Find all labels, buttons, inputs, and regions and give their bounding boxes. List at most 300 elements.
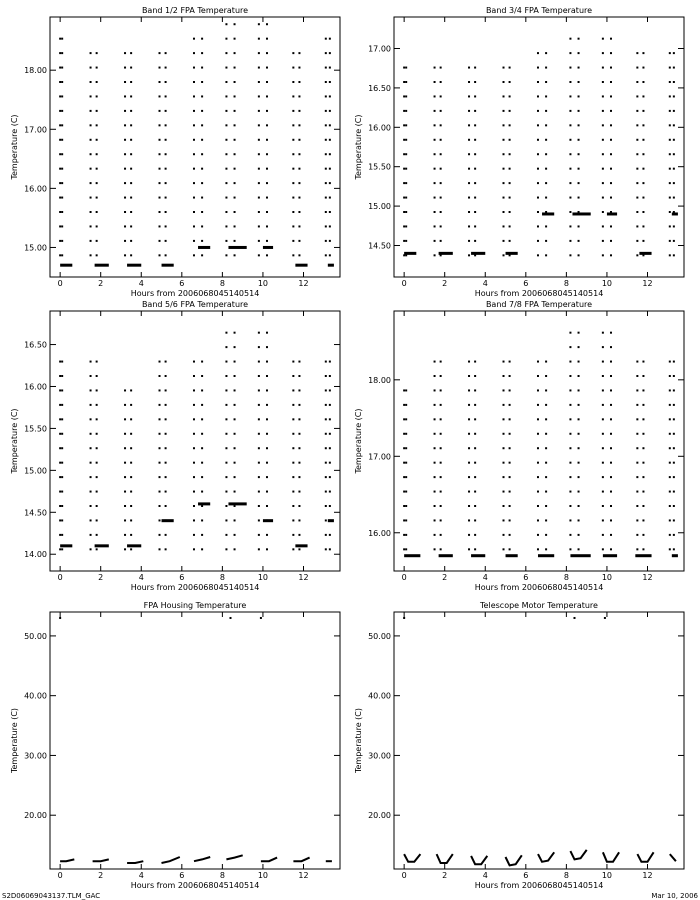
data-point bbox=[165, 476, 167, 478]
data-point bbox=[673, 433, 675, 435]
data-point bbox=[468, 139, 470, 141]
data-point bbox=[673, 81, 675, 83]
data-point bbox=[234, 548, 236, 550]
data-point bbox=[96, 211, 98, 213]
data-point bbox=[59, 52, 61, 54]
data-point bbox=[440, 447, 442, 449]
data-point bbox=[165, 534, 167, 536]
data-point bbox=[61, 38, 63, 40]
data-point bbox=[298, 67, 300, 69]
data-point bbox=[266, 23, 268, 25]
data-point bbox=[329, 168, 331, 170]
data-point bbox=[201, 182, 203, 184]
data-point bbox=[578, 139, 580, 141]
data-point bbox=[258, 389, 260, 391]
data-point bbox=[298, 476, 300, 478]
x-axis-label: Hours from 2006068045140514 bbox=[474, 881, 604, 890]
data-point bbox=[545, 168, 547, 170]
data-point bbox=[225, 254, 227, 256]
data-point bbox=[298, 52, 300, 54]
data-point bbox=[130, 139, 132, 141]
data-point bbox=[440, 389, 442, 391]
data-point bbox=[325, 124, 327, 126]
data-point bbox=[503, 153, 505, 155]
data-point bbox=[225, 95, 227, 97]
data-point bbox=[96, 548, 98, 550]
data-point bbox=[503, 182, 505, 184]
data-point bbox=[578, 346, 580, 348]
data-point bbox=[193, 182, 195, 184]
data-point bbox=[266, 447, 268, 449]
data-point bbox=[292, 418, 294, 420]
data-point bbox=[636, 139, 638, 141]
data-point bbox=[225, 67, 227, 69]
data-point bbox=[669, 375, 671, 377]
data-point bbox=[90, 505, 92, 507]
data-segment bbox=[538, 852, 554, 862]
y-tick-label: 20.00 bbox=[368, 811, 391, 821]
data-point bbox=[61, 110, 63, 112]
data-point bbox=[610, 225, 612, 227]
data-point bbox=[403, 81, 405, 83]
y-tick-label: 16.50 bbox=[24, 340, 47, 350]
data-point bbox=[130, 254, 132, 256]
data-point bbox=[403, 124, 405, 126]
data-run bbox=[263, 519, 273, 522]
data-point bbox=[545, 139, 547, 141]
data-point bbox=[474, 447, 476, 449]
data-point bbox=[193, 124, 195, 126]
data-point bbox=[434, 534, 436, 536]
data-point bbox=[258, 254, 260, 256]
data-point bbox=[578, 332, 580, 334]
data-point bbox=[610, 124, 612, 126]
data-point bbox=[673, 139, 675, 141]
data-point bbox=[503, 375, 505, 377]
x-tick-label: 2 bbox=[442, 871, 448, 880]
data-point bbox=[673, 462, 675, 464]
data-segment bbox=[261, 858, 277, 862]
data-point bbox=[59, 110, 61, 112]
chart-panel bbox=[10, 601, 340, 890]
data-point bbox=[642, 240, 644, 242]
data-point bbox=[610, 182, 612, 184]
data-point bbox=[258, 519, 260, 521]
data-point bbox=[298, 254, 300, 256]
data-point bbox=[159, 418, 161, 420]
data-point bbox=[292, 95, 294, 97]
data-point bbox=[329, 404, 331, 406]
data-point bbox=[610, 462, 612, 464]
data-point bbox=[298, 361, 300, 363]
data-point bbox=[610, 197, 612, 199]
data-point bbox=[636, 52, 638, 54]
data-point bbox=[642, 225, 644, 227]
data-point bbox=[537, 548, 539, 550]
data-point bbox=[569, 476, 571, 478]
data-point bbox=[602, 153, 604, 155]
chart-title: Telescope Motor Temperature bbox=[480, 601, 598, 610]
data-point bbox=[96, 81, 98, 83]
data-point bbox=[298, 534, 300, 536]
data-point bbox=[298, 389, 300, 391]
data-point bbox=[642, 433, 644, 435]
data-point bbox=[403, 433, 405, 435]
y-axis-label: Temperature (C) bbox=[354, 408, 363, 474]
data-point bbox=[59, 254, 61, 256]
data-point bbox=[405, 476, 407, 478]
data-point bbox=[130, 404, 132, 406]
data-point bbox=[90, 240, 92, 242]
data-point bbox=[610, 240, 612, 242]
data-point bbox=[405, 168, 407, 170]
data-segment bbox=[603, 852, 619, 862]
data-point bbox=[434, 254, 436, 256]
data-point bbox=[610, 38, 612, 40]
data-point bbox=[578, 447, 580, 449]
data-point bbox=[468, 476, 470, 478]
data-point bbox=[673, 505, 675, 507]
data-point bbox=[124, 124, 126, 126]
data-point bbox=[298, 548, 300, 550]
data-point bbox=[258, 476, 260, 478]
data-point bbox=[325, 95, 327, 97]
data-point bbox=[201, 462, 203, 464]
data-point bbox=[266, 124, 268, 126]
data-point bbox=[569, 67, 571, 69]
data-point bbox=[292, 462, 294, 464]
data-point bbox=[266, 375, 268, 377]
x-axis-label: Hours from 2006068045140514 bbox=[474, 583, 604, 592]
data-point bbox=[225, 110, 227, 112]
data-point bbox=[159, 240, 161, 242]
y-tick-label: 15.00 bbox=[24, 466, 47, 476]
data-point bbox=[90, 375, 92, 377]
data-point bbox=[610, 389, 612, 391]
data-point bbox=[405, 418, 407, 420]
data-point bbox=[225, 197, 227, 199]
data-point bbox=[329, 476, 331, 478]
data-point bbox=[440, 476, 442, 478]
data-point bbox=[96, 491, 98, 493]
data-point bbox=[440, 404, 442, 406]
data-point bbox=[474, 476, 476, 478]
data-point bbox=[434, 182, 436, 184]
x-tick-label: 8 bbox=[563, 279, 569, 288]
data-point bbox=[329, 254, 331, 256]
data-point bbox=[193, 52, 195, 54]
data-point bbox=[329, 124, 331, 126]
data-point bbox=[258, 462, 260, 464]
data-point bbox=[258, 548, 260, 550]
data-point bbox=[292, 404, 294, 406]
data-point bbox=[434, 110, 436, 112]
data-point bbox=[403, 617, 405, 619]
data-point bbox=[61, 211, 63, 213]
data-point bbox=[234, 52, 236, 54]
data-point bbox=[503, 240, 505, 242]
data-point bbox=[434, 361, 436, 363]
data-point bbox=[329, 548, 331, 550]
data-point bbox=[602, 110, 604, 112]
data-segment bbox=[570, 850, 586, 860]
data-point bbox=[325, 534, 327, 536]
data-point bbox=[405, 491, 407, 493]
data-point bbox=[509, 433, 511, 435]
data-point bbox=[569, 375, 571, 377]
data-point bbox=[537, 139, 539, 141]
data-point bbox=[602, 240, 604, 242]
data-point bbox=[193, 81, 195, 83]
data-segment bbox=[670, 854, 676, 861]
data-segment bbox=[226, 855, 242, 859]
data-point bbox=[298, 404, 300, 406]
data-point bbox=[292, 519, 294, 521]
data-point bbox=[298, 197, 300, 199]
data-point bbox=[59, 389, 61, 391]
data-point bbox=[474, 153, 476, 155]
data-point bbox=[124, 52, 126, 54]
data-point bbox=[509, 519, 511, 521]
data-run bbox=[127, 264, 141, 267]
data-point bbox=[673, 153, 675, 155]
data-point bbox=[545, 110, 547, 112]
data-point bbox=[90, 389, 92, 391]
data-point bbox=[403, 110, 405, 112]
data-point bbox=[509, 153, 511, 155]
data-point bbox=[440, 519, 442, 521]
data-point bbox=[642, 139, 644, 141]
data-point bbox=[569, 52, 571, 54]
data-run bbox=[506, 252, 518, 255]
data-point bbox=[503, 225, 505, 227]
data-point bbox=[569, 462, 571, 464]
data-run bbox=[127, 544, 141, 547]
data-point bbox=[503, 404, 505, 406]
data-point bbox=[509, 505, 511, 507]
data-point bbox=[325, 240, 327, 242]
data-point bbox=[329, 81, 331, 83]
data-point bbox=[602, 168, 604, 170]
data-point bbox=[636, 225, 638, 227]
data-point bbox=[124, 240, 126, 242]
x-tick-label: 12 bbox=[642, 573, 653, 582]
data-run bbox=[607, 212, 617, 215]
data-point bbox=[537, 95, 539, 97]
data-point bbox=[298, 433, 300, 435]
data-point bbox=[61, 52, 63, 54]
data-point bbox=[159, 197, 161, 199]
data-point bbox=[569, 38, 571, 40]
x-tick-label: 8 bbox=[563, 573, 569, 582]
data-point bbox=[266, 211, 268, 213]
data-point bbox=[165, 95, 167, 97]
x-tick-label: 0 bbox=[401, 279, 407, 288]
data-point bbox=[468, 389, 470, 391]
data-run bbox=[162, 519, 174, 522]
data-point bbox=[610, 404, 612, 406]
data-point bbox=[405, 67, 407, 69]
data-point bbox=[329, 491, 331, 493]
data-point bbox=[130, 110, 132, 112]
data-point bbox=[569, 418, 571, 420]
y-tick-label: 14.50 bbox=[368, 241, 391, 251]
data-point bbox=[468, 240, 470, 242]
data-run bbox=[542, 212, 554, 215]
data-point bbox=[403, 389, 405, 391]
data-point bbox=[298, 418, 300, 420]
data-point bbox=[201, 404, 203, 406]
data-point bbox=[124, 389, 126, 391]
data-run bbox=[404, 252, 416, 255]
data-point bbox=[325, 548, 327, 550]
data-point bbox=[193, 447, 195, 449]
x-tick-label: 4 bbox=[482, 573, 488, 582]
data-point bbox=[124, 81, 126, 83]
data-run bbox=[471, 252, 485, 255]
data-point bbox=[468, 418, 470, 420]
data-point bbox=[90, 81, 92, 83]
data-point bbox=[578, 534, 580, 536]
data-point bbox=[636, 182, 638, 184]
data-point bbox=[124, 462, 126, 464]
data-point bbox=[468, 211, 470, 213]
data-point bbox=[201, 81, 203, 83]
data-point bbox=[130, 124, 132, 126]
data-point bbox=[545, 95, 547, 97]
data-point bbox=[669, 240, 671, 242]
data-point bbox=[165, 139, 167, 141]
data-point bbox=[636, 519, 638, 521]
data-run bbox=[198, 502, 210, 505]
data-point bbox=[537, 404, 539, 406]
data-point bbox=[59, 375, 61, 377]
data-point bbox=[165, 491, 167, 493]
data-point bbox=[569, 548, 571, 550]
data-point bbox=[292, 124, 294, 126]
data-point bbox=[434, 375, 436, 377]
data-point bbox=[193, 254, 195, 256]
data-point bbox=[201, 38, 203, 40]
data-point bbox=[673, 168, 675, 170]
data-point bbox=[440, 211, 442, 213]
data-point bbox=[545, 153, 547, 155]
data-point bbox=[96, 519, 98, 521]
data-point bbox=[225, 389, 227, 391]
data-point bbox=[96, 476, 98, 478]
data-point bbox=[193, 211, 195, 213]
data-point bbox=[258, 197, 260, 199]
data-point bbox=[537, 124, 539, 126]
y-tick-label: 15.00 bbox=[368, 202, 391, 212]
data-point bbox=[124, 168, 126, 170]
data-run bbox=[95, 264, 109, 267]
data-point bbox=[440, 153, 442, 155]
data-point bbox=[96, 505, 98, 507]
data-point bbox=[266, 38, 268, 40]
x-tick-label: 6 bbox=[523, 279, 529, 288]
x-tick-label: 4 bbox=[138, 573, 144, 582]
data-point bbox=[602, 211, 604, 213]
data-point bbox=[405, 534, 407, 536]
data-point bbox=[537, 375, 539, 377]
data-run bbox=[471, 554, 485, 557]
data-point bbox=[165, 211, 167, 213]
data-point bbox=[165, 110, 167, 112]
data-point bbox=[124, 95, 126, 97]
data-point bbox=[405, 240, 407, 242]
data-point bbox=[260, 617, 262, 619]
x-tick-label: 6 bbox=[523, 573, 529, 582]
plot-frame bbox=[394, 311, 684, 571]
data-point bbox=[61, 225, 63, 227]
data-point bbox=[545, 519, 547, 521]
data-point bbox=[403, 491, 405, 493]
data-point bbox=[165, 67, 167, 69]
data-run bbox=[295, 264, 307, 267]
data-point bbox=[403, 505, 405, 507]
data-point bbox=[258, 124, 260, 126]
data-point bbox=[405, 548, 407, 550]
data-point bbox=[193, 548, 195, 550]
data-point bbox=[258, 168, 260, 170]
data-point bbox=[159, 548, 161, 550]
data-point bbox=[610, 361, 612, 363]
data-point bbox=[159, 254, 161, 256]
data-point bbox=[325, 389, 327, 391]
y-tick-label: 16.00 bbox=[368, 528, 391, 538]
data-point bbox=[159, 375, 161, 377]
data-point bbox=[59, 361, 61, 363]
data-point bbox=[130, 95, 132, 97]
data-point bbox=[440, 491, 442, 493]
data-point bbox=[130, 505, 132, 507]
data-point bbox=[434, 462, 436, 464]
data-point bbox=[59, 404, 61, 406]
data-point bbox=[503, 361, 505, 363]
data-point bbox=[59, 182, 61, 184]
data-point bbox=[201, 447, 203, 449]
data-point bbox=[440, 139, 442, 141]
data-run bbox=[228, 502, 246, 505]
data-point bbox=[59, 168, 61, 170]
data-point bbox=[258, 534, 260, 536]
data-point bbox=[165, 505, 167, 507]
data-point bbox=[292, 182, 294, 184]
x-tick-label: 10 bbox=[601, 871, 613, 880]
data-point bbox=[266, 332, 268, 334]
data-point bbox=[130, 476, 132, 478]
data-point bbox=[537, 197, 539, 199]
data-point bbox=[610, 418, 612, 420]
data-point bbox=[193, 418, 195, 420]
data-point bbox=[329, 110, 331, 112]
data-point bbox=[403, 197, 405, 199]
data-point bbox=[266, 225, 268, 227]
data-point bbox=[669, 124, 671, 126]
data-point bbox=[636, 197, 638, 199]
data-point bbox=[537, 168, 539, 170]
data-point bbox=[602, 197, 604, 199]
data-point bbox=[602, 139, 604, 141]
data-point bbox=[266, 491, 268, 493]
data-point bbox=[578, 548, 580, 550]
data-point bbox=[165, 168, 167, 170]
data-point bbox=[329, 139, 331, 141]
data-point bbox=[61, 81, 63, 83]
data-point bbox=[329, 67, 331, 69]
data-point bbox=[61, 418, 63, 420]
